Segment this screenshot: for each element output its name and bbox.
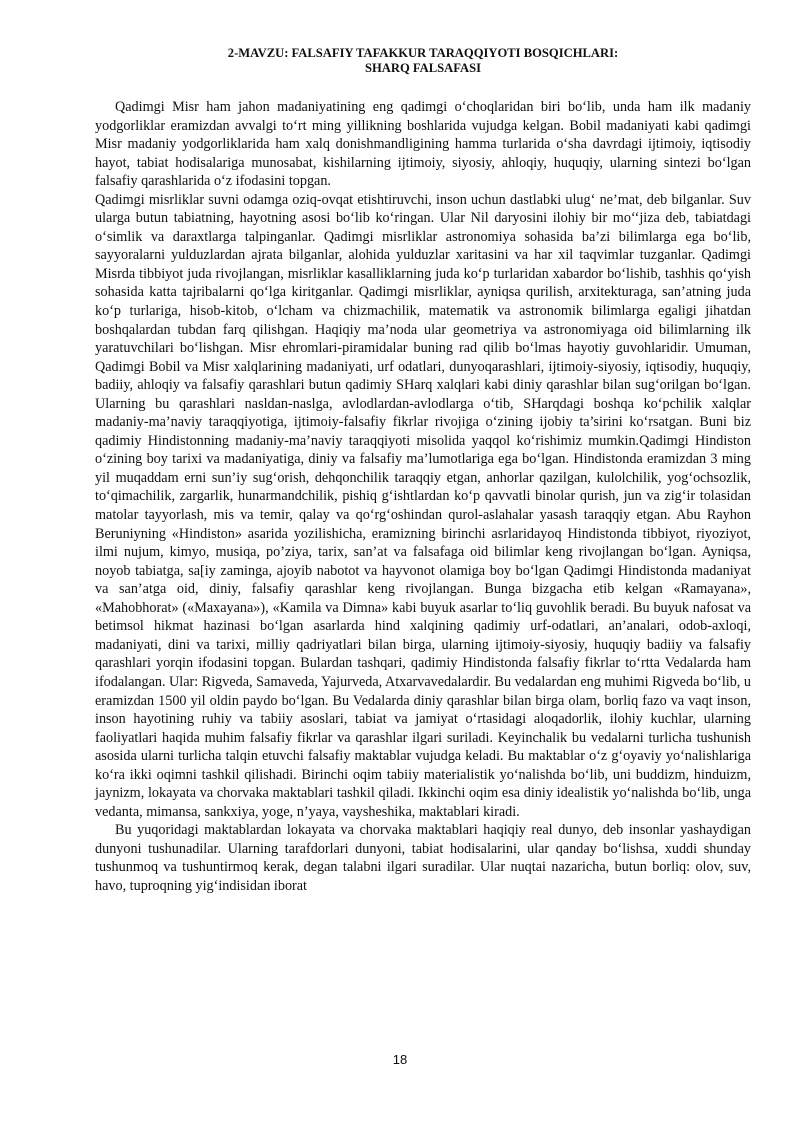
document-page	[95, 46, 751, 896]
paragraph-egypt-intro: Qadimgi Misr ham jahon madaniyatining eng qadimgi o‘choqlaridan biri bo‘lib, unda ham ilk madaniy yodgorliklar eramizdan avvalgi to‘rt ming yillikning boshlarida vujudga kelgan. Bobil madaniyati kabi qadimgi Misr madaniy yodgorliklarida ham xalq donishmandligining hamma turlarida o‘sha davrdagi ijtimoiy, iqtisodiy hayot, tabiat hodisalariga munosabat, kishilarning ijtimoiy, siyosiy, ahloqiy, huquqiy, ularning sintezi bo‘lgan falsafiy qarashlarida o‘z ifodasini topgan.	[95, 99, 751, 190]
paragraph-egypt-india: Qadimgi misrliklar suvni odamga oziq-ovqat etishtiruvchi, inson uchun dastlabki ulug‘ ne’mat, deb bilganlar. Suv ularga butun tabiatning, hayotning asosi bo‘lib ko‘ringan. Ular Nil daryosini ilohiy bir mo‘‘jiza deb, tabiatdagi o‘simlik va daraxtlarga talpinganlar. Qadimgi misrliklar astronomiya sohasida ba’zi bilimlarga ega bo‘lib, sayyoralarni yulduzlardan ajrata bilganlar, alohida yulduzlar xaritasini va har xil taqvimlar tuzganlar. Qadimgi Misrda tibbiyot juda rivojlangan, misrliklar kasalliklarning juda ko‘p turlaridan xabardor bo‘lishib, tashhis qo‘yish sohasida katta tajribalarni qo‘lga kiritganlar. Qadimgi misrliklar, ayniqsa qurilish, arxitekturaga, san’atning juda ko‘p turlariga, hisob-kitob, o‘lcham va chizmachilik, matematik va astronomik bilimlarga egaligi jihatdan boshqalardan tubdan farq qilishgan. Haqiqiy ma’noda ular geometriya va astronomiyaga oid bilimlarning ilk yaratuvchilari bo‘lishgan. Misr ehromlari-piramidalar buning rad qilib bo‘lmas hayotiy guvohlaridir. Umuman, Qadimgi Bobil va Misr xalqlarining madaniyati, urf odatlari, dunyoqarashlari, ijtimoiy-siyosiy, iqtisodiy, huquqiy, badiiy, ahloqiy va falsafiy qarashlari butun qadimiy SHarq xalqlari kabi diniy qarashlar bilan sug‘orilgan bo‘lgan. Ularning bu qarashlari nasldan-naslga, avlodlardan-avlodlarga o‘tib, SHarqdagi boshqa ko‘pchilik xalqlar madaniy-ma’naviy taraqqiyotiga, ijtimoiy-falsafiy fikrlar rivojiga o‘zining ijobiy ta’sirini ko‘rsatgan. Buni biz qadimiy Hindistonning madaniy-ma’naviy taraqqiyoti misolida yaqqol ko‘rishimiz mumkin.Qadimgi Hindiston o‘zining boy tarixi va madaniyatiga, diniy va falsafiy ma’lumotlariga ega bo‘lgan. Hindistonda eramizdan 3 ming yil muqaddam erni sun’iy sug‘orish, dehqonchilik taraqqiy etgan, anhorlar qazilgan, kulolchilik, yog‘ochsozlik, to‘qimachilik, zargarlik, hunarmandchilik, pishiq g‘ishtlardan ko‘p qavvatli binolar qurish, jun va zig‘ir tolasidan matolar tayyorlash, mis va temir, qalay va qo‘rg‘oshindan qurol-aslahalar yasash taraqqiy etgan. Abu Rayhon Beruniyning «Hindiston» asarida yozilishicha, eramizning birinchi asrlaridayoq Hindistonda tibbiyot, riyoziyot, ilmi nujum, kimyo, musiqa, po’ziya, tarix, san’at va falsafaga oid bilimlar keng rivojlangan bo‘lgan. Ayniqsa, noyob tabiatga, sa[iy zaminga, ajoyib nabotot va hayvonot olamiga boy bo‘lgan Qadimgi Hindistonda madaniyat va san’atga oid, diniy, falsafiy qarashlar keng rivojlangan. Bunga bizgacha etib kelgan «Ramayana», «Mahobhorat» («Maxayana»), «Kamila va Dimna» kabi buyuk asarlar to‘liq guvohlik beradi. Bu buyuk nafosat va betimsol hikmat hazinasi bo‘lgan asarlarda hind xalqining qadimiy urf-odatlari, an’analari, odob-axloqi, madaniyati, dini va tarixi, milliy qadriyatlari bilan birga, ularning ijtimoiy-siyosiy, huquqiy badiiy va falsafiy qarashlari yorqin ifodasini topgan. Bulardan tashqari, qadimiy Hindistonda falsafiy fikrlar to‘rtta Vedalarda ham ifodalangan. Ular: Rigveda, Samaveda, Yajurveda, Atxarvavedalardir. Bu vedalardan eng muhimi Rigveda bo‘lib, u eramizdan 1500 yil oldin paydo bo‘lgan. Bu Vedalarda diniy qarashlar bilan birga olam, borliq fazo va vaqt inson, inson hayotining ruhiy va tabiiy asoslari, tabiat va jamiyat o‘rtasidagi aloqadorlik, ilohiy kuchlar, ularning faoliyatlari haqida muhim falsafiy fikrlar va qarashlar ilgari suriladi. Keyinchalik bu vedalarni turlicha tushunish asosida ularni turlicha talqin etuvchi falsafiy maktablar vujudga keladi. Bu maktablar o‘z g‘oyaviy yo‘nalishlariga ko‘ra ikki oqimni tashkil qilishadi. Birinchi oqim tabiiy materialistik yo‘nalishda bo‘lib, uni buddizm, hinduizm, jaynizm, lokayata va chorvaka maktablari tashkil qiladi. Ikkinchi oqim esa diniy idealistik yo‘nalishda bo‘lib, unga vedanta, mimansa, sankxiya, yoge, n’yaya, vaysheshika, maktablari kiradi.	[95, 191, 751, 820]
page-number: 18	[392, 1052, 408, 1067]
title-spacing	[95, 76, 751, 98]
document-title-line-2: SHARQ FALSAFASI	[364, 61, 482, 75]
document-title-line-1: 2-MAVZU: FALSAFIY TAFAKKUR TARAQQIYOTI BOSQICHLARI:	[227, 46, 619, 60]
paragraph-lokayata: Bu yuqoridagi maktablardan lokayata va chorvaka maktablari haqiqiy real dunyo, deb insonlar yashaydigan dunyoni tushunadilar. Ularning tarafdorlari dunyoni, tabiat hodisalarini, ular qanday bo‘lishsa, xuddi shunday tushunmoq va tushuntirmoq kerak, degan talabni ilgari suradilar. Ular nuqtai nazaricha, butun borliq: olov, suv, havo, tuproqning yig‘indisidan iborat	[95, 822, 751, 894]
